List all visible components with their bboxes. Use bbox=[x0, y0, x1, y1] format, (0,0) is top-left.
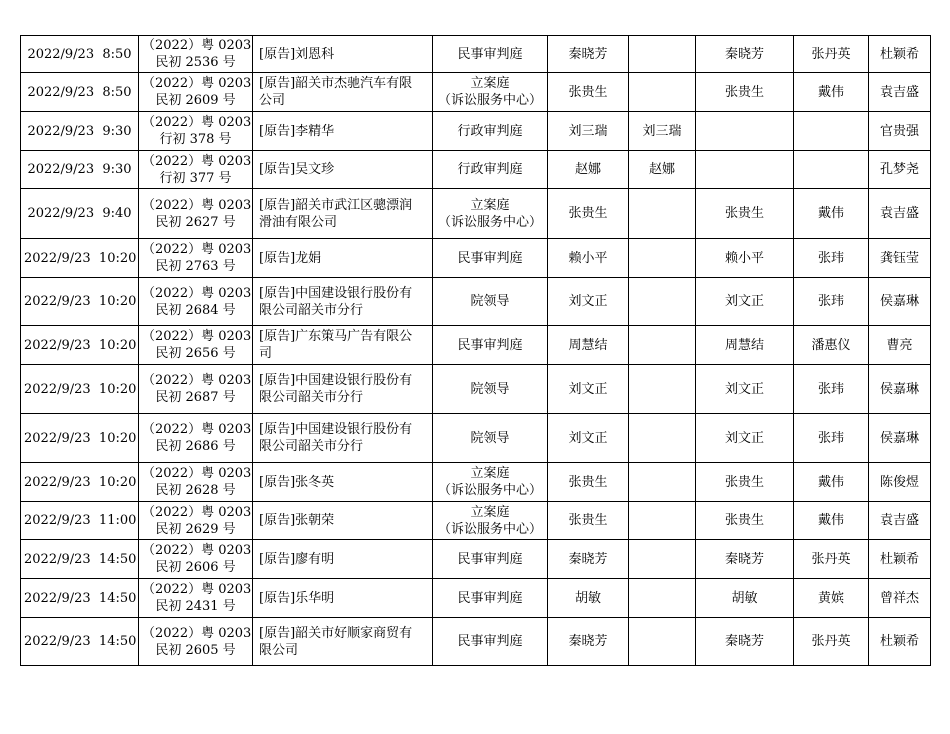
cell-time: 2022/9/23 8:50 bbox=[21, 36, 139, 73]
cell-col6 bbox=[629, 502, 696, 540]
cell-judge: 秦晓芳 bbox=[548, 540, 629, 579]
table-row bbox=[21, 618, 931, 666]
cell-party: [原告]广东策马广告有限公司 bbox=[253, 326, 433, 365]
table-row bbox=[21, 540, 931, 579]
cell-time: 2022/9/23 14:50 bbox=[21, 579, 139, 618]
cell-col8: 戴伟 bbox=[794, 73, 869, 112]
cell-col7: 张贵生 bbox=[696, 463, 794, 502]
cell-case-number: （2022）粤 0203 民初 2606 号 bbox=[139, 540, 253, 579]
cell-col6 bbox=[629, 326, 696, 365]
table-row bbox=[21, 112, 931, 151]
cell-party: [原告]中国建设银行股份有限公司韶关市分行 bbox=[253, 278, 433, 326]
cell-judge: 赵娜 bbox=[548, 151, 629, 189]
cell-col9: 侯嘉琳 bbox=[869, 278, 931, 326]
cell-party: [原告]韶关市武江区骢漂润滑油有限公司 bbox=[253, 189, 433, 239]
table-row bbox=[21, 151, 931, 189]
table-row bbox=[21, 278, 931, 326]
cell-party: [原告]刘恩科 bbox=[253, 36, 433, 73]
cell-col9: 杜颖希 bbox=[869, 540, 931, 579]
cell-col6: 刘三瑞 bbox=[629, 112, 696, 151]
cell-party: [原告]乐华明 bbox=[253, 579, 433, 618]
cell-time: 2022/9/23 9:30 bbox=[21, 112, 139, 151]
cell-col6 bbox=[629, 618, 696, 666]
cell-tribunal: 立案庭 （诉讼服务中心） bbox=[433, 463, 548, 502]
cell-judge: 刘文正 bbox=[548, 278, 629, 326]
cell-time: 2022/9/23 10:20 bbox=[21, 365, 139, 414]
cell-col8: 张丹英 bbox=[794, 618, 869, 666]
cell-judge: 胡敏 bbox=[548, 579, 629, 618]
cell-col8: 黄嫔 bbox=[794, 579, 869, 618]
cell-party: [原告]中国建设银行股份有限公司韶关市分行 bbox=[253, 414, 433, 463]
cell-case-number: （2022）粤 0203 民初 2536 号 bbox=[139, 36, 253, 73]
cell-col7: 周慧结 bbox=[696, 326, 794, 365]
cell-party: [原告]韶关市好顺家商贸有限公司 bbox=[253, 618, 433, 666]
cell-col7: 刘文正 bbox=[696, 365, 794, 414]
cell-tribunal: 立案庭 （诉讼服务中心） bbox=[433, 189, 548, 239]
cell-judge: 赖小平 bbox=[548, 239, 629, 278]
cell-time: 2022/9/23 11:00 bbox=[21, 502, 139, 540]
cell-col6 bbox=[629, 73, 696, 112]
cell-time: 2022/9/23 9:40 bbox=[21, 189, 139, 239]
cell-col8: 戴伟 bbox=[794, 463, 869, 502]
cell-time: 2022/9/23 10:20 bbox=[21, 463, 139, 502]
cell-party: [原告]张冬英 bbox=[253, 463, 433, 502]
cell-col9: 袁吉盛 bbox=[869, 502, 931, 540]
cell-col6 bbox=[629, 463, 696, 502]
cell-judge: 刘三瑞 bbox=[548, 112, 629, 151]
cell-time: 2022/9/23 10:20 bbox=[21, 326, 139, 365]
cell-judge: 秦晓芳 bbox=[548, 36, 629, 73]
table-row bbox=[21, 326, 931, 365]
cell-case-number: （2022）粤 0203 民初 2431 号 bbox=[139, 579, 253, 618]
cell-col8: 张丹英 bbox=[794, 540, 869, 579]
cell-col8: 张玮 bbox=[794, 365, 869, 414]
cell-col9: 袁吉盛 bbox=[869, 73, 931, 112]
cell-case-number: （2022）粤 0203 民初 2687 号 bbox=[139, 365, 253, 414]
cell-party: [原告]张朝荣 bbox=[253, 502, 433, 540]
cell-col6 bbox=[629, 189, 696, 239]
cell-col7: 胡敏 bbox=[696, 579, 794, 618]
cell-judge: 张贵生 bbox=[548, 463, 629, 502]
cell-time: 2022/9/23 10:20 bbox=[21, 278, 139, 326]
table-row bbox=[21, 414, 931, 463]
table-row bbox=[21, 579, 931, 618]
cell-col6 bbox=[629, 365, 696, 414]
table-row bbox=[21, 365, 931, 414]
cell-time: 2022/9/23 8:50 bbox=[21, 73, 139, 112]
cell-party: [原告]中国建设银行股份有限公司韶关市分行 bbox=[253, 365, 433, 414]
cell-party: [原告]韶关市杰驰汽车有限公司 bbox=[253, 73, 433, 112]
cell-col9: 孔梦尧 bbox=[869, 151, 931, 189]
cell-col7 bbox=[696, 151, 794, 189]
cell-col9: 曾祥杰 bbox=[869, 579, 931, 618]
cell-col9: 官贵强 bbox=[869, 112, 931, 151]
cell-judge: 周慧结 bbox=[548, 326, 629, 365]
cell-col9: 陈俊煜 bbox=[869, 463, 931, 502]
table-row bbox=[21, 73, 931, 112]
cell-col7: 张贵生 bbox=[696, 502, 794, 540]
cell-col8: 潘惠仪 bbox=[794, 326, 869, 365]
cell-tribunal: 民事审判庭 bbox=[433, 540, 548, 579]
cell-col6 bbox=[629, 540, 696, 579]
cell-case-number: （2022）粤 0203 民初 2627 号 bbox=[139, 189, 253, 239]
cell-tribunal: 院领导 bbox=[433, 278, 548, 326]
cell-col6 bbox=[629, 579, 696, 618]
cell-col9: 袁吉盛 bbox=[869, 189, 931, 239]
cell-col9: 杜颖希 bbox=[869, 618, 931, 666]
hearing-schedule-table bbox=[20, 35, 931, 666]
cell-time: 2022/9/23 14:50 bbox=[21, 540, 139, 579]
cell-tribunal: 院领导 bbox=[433, 414, 548, 463]
cell-tribunal: 民事审判庭 bbox=[433, 579, 548, 618]
cell-col7: 张贵生 bbox=[696, 73, 794, 112]
table-body bbox=[21, 36, 931, 666]
cell-tribunal: 行政审判庭 bbox=[433, 151, 548, 189]
cell-col7: 秦晓芳 bbox=[696, 540, 794, 579]
cell-col8: 张玮 bbox=[794, 239, 869, 278]
cell-time: 2022/9/23 10:20 bbox=[21, 239, 139, 278]
cell-col7: 秦晓芳 bbox=[696, 618, 794, 666]
cell-case-number: （2022）粤 0203 行初 378 号 bbox=[139, 112, 253, 151]
cell-col6: 赵娜 bbox=[629, 151, 696, 189]
cell-case-number: （2022）粤 0203 行初 377 号 bbox=[139, 151, 253, 189]
cell-tribunal: 民事审判庭 bbox=[433, 239, 548, 278]
cell-judge: 刘文正 bbox=[548, 414, 629, 463]
cell-case-number: （2022）粤 0203 民初 2763 号 bbox=[139, 239, 253, 278]
cell-tribunal: 立案庭 （诉讼服务中心） bbox=[433, 502, 548, 540]
table-row bbox=[21, 502, 931, 540]
cell-col8: 戴伟 bbox=[794, 502, 869, 540]
cell-col6 bbox=[629, 239, 696, 278]
cell-judge: 秦晓芳 bbox=[548, 618, 629, 666]
cell-case-number: （2022）粤 0203 民初 2684 号 bbox=[139, 278, 253, 326]
table-row bbox=[21, 463, 931, 502]
cell-tribunal: 民事审判庭 bbox=[433, 326, 548, 365]
cell-col7: 张贵生 bbox=[696, 189, 794, 239]
cell-col9: 杜颖希 bbox=[869, 36, 931, 73]
cell-col7 bbox=[696, 112, 794, 151]
cell-party: [原告]吴文珍 bbox=[253, 151, 433, 189]
cell-tribunal: 院领导 bbox=[433, 365, 548, 414]
cell-case-number: （2022）粤 0203 民初 2605 号 bbox=[139, 618, 253, 666]
cell-judge: 张贵生 bbox=[548, 73, 629, 112]
cell-case-number: （2022）粤 0203 民初 2628 号 bbox=[139, 463, 253, 502]
cell-time: 2022/9/23 10:20 bbox=[21, 414, 139, 463]
cell-judge: 刘文正 bbox=[548, 365, 629, 414]
cell-case-number: （2022）粤 0203 民初 2656 号 bbox=[139, 326, 253, 365]
cell-col6 bbox=[629, 36, 696, 73]
cell-col9: 曹亮 bbox=[869, 326, 931, 365]
cell-case-number: （2022）粤 0203 民初 2629 号 bbox=[139, 502, 253, 540]
cell-col8: 戴伟 bbox=[794, 189, 869, 239]
table-row bbox=[21, 36, 931, 73]
cell-tribunal: 立案庭 （诉讼服务中心） bbox=[433, 73, 548, 112]
cell-col8 bbox=[794, 112, 869, 151]
cell-col9: 龚钰莹 bbox=[869, 239, 931, 278]
cell-col9: 侯嘉琳 bbox=[869, 365, 931, 414]
cell-col7: 刘文正 bbox=[696, 278, 794, 326]
cell-party: [原告]廖有明 bbox=[253, 540, 433, 579]
table-row bbox=[21, 239, 931, 278]
cell-tribunal: 民事审判庭 bbox=[433, 36, 548, 73]
cell-col7: 刘文正 bbox=[696, 414, 794, 463]
cell-party: [原告]李精华 bbox=[253, 112, 433, 151]
cell-judge: 张贵生 bbox=[548, 502, 629, 540]
cell-party: [原告]龙娟 bbox=[253, 239, 433, 278]
cell-case-number: （2022）粤 0203 民初 2609 号 bbox=[139, 73, 253, 112]
cell-col8: 张玮 bbox=[794, 278, 869, 326]
cell-time: 2022/9/23 14:50 bbox=[21, 618, 139, 666]
cell-col8: 张丹英 bbox=[794, 36, 869, 73]
cell-col8: 张玮 bbox=[794, 414, 869, 463]
cell-col8 bbox=[794, 151, 869, 189]
cell-col6 bbox=[629, 278, 696, 326]
table-row bbox=[21, 189, 931, 239]
cell-col7: 赖小平 bbox=[696, 239, 794, 278]
cell-col7: 秦晓芳 bbox=[696, 36, 794, 73]
cell-judge: 张贵生 bbox=[548, 189, 629, 239]
cell-tribunal: 民事审判庭 bbox=[433, 618, 548, 666]
cell-time: 2022/9/23 9:30 bbox=[21, 151, 139, 189]
cell-col9: 侯嘉琳 bbox=[869, 414, 931, 463]
cell-case-number: （2022）粤 0203 民初 2686 号 bbox=[139, 414, 253, 463]
cell-col6 bbox=[629, 414, 696, 463]
cell-tribunal: 行政审判庭 bbox=[433, 112, 548, 151]
